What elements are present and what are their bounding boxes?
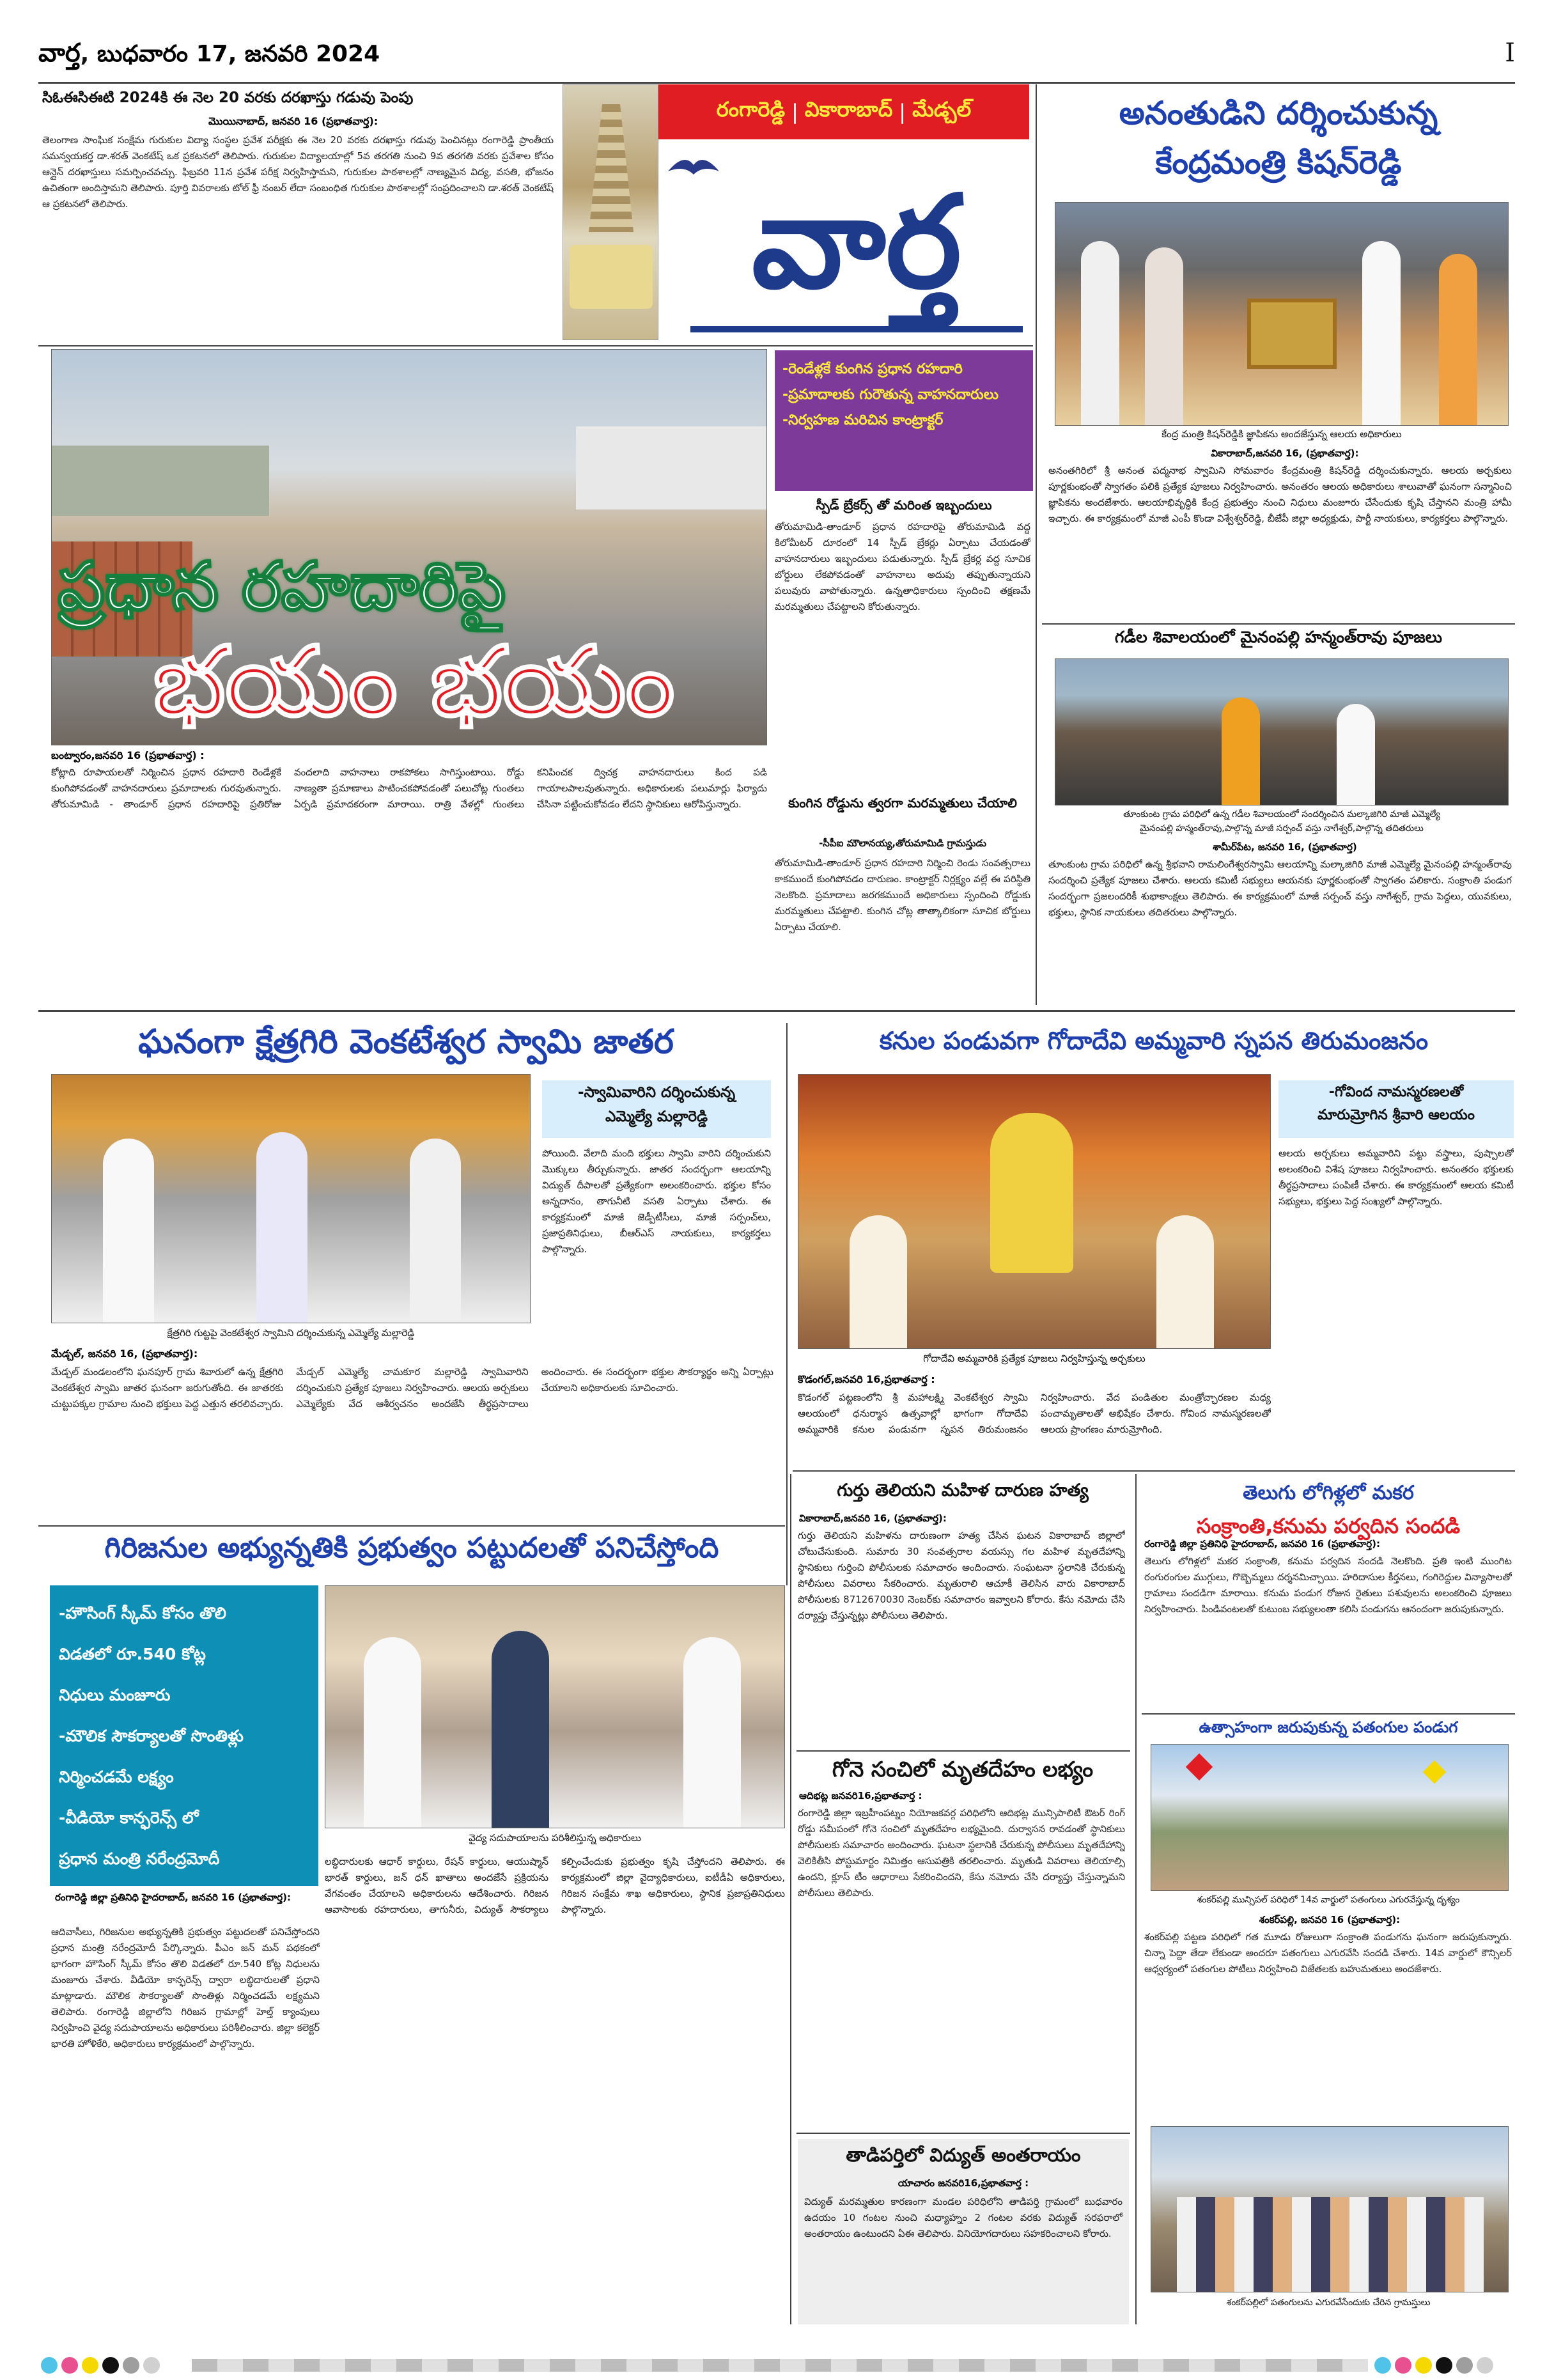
story-body-2: ఆలయ అర్చకులు అమ్మవారిని పట్టు వస్త్రాలు, పుష్పాలతో అలంకరించి విశేష పూజలు నిర్వహించారు. అనంతరం భక్తులకు తీర్థప్రసాదాలు పంపిణీ చేశారు. ఈ కార్యక్రమంలో ఆలయ కమిటీ సభ్యులు, భక్తులు పెద్ద సంఖ్యలో పాల్గొన్నారు. bbox=[1278, 1147, 1514, 1207]
story-body: కొడంగల్ పట్టణంలోని శ్రీ మహాలక్ష్మి వెంకటేశ్వర స్వామి ఆలయంలో ధనుర్మాస ఉత్సవాల్లో భాగంగా గోదాదేవి అమ్మవారికి కనుల పండువగా స్నపన తిరుమంజనం నిర్వహించారు. వేద పండితుల మంత్రోచ్ఛారణల మధ్య పంచామృతాలతో అభిషేకం చేశారు. గోవింద నామస్మరణలతో ఆలయ ప్రాంగణం మారుమ్రోగింది. bbox=[798, 1392, 1271, 1435]
dateline: మేడ్చల్, జనవరి 16, (ప్రభాతవార్త): bbox=[51, 1348, 198, 1360]
story-body-2: తోరుమామిడి-తాండూర్ ప్రధాన రహదారిపై తోరుమామిడి వద్ద కిలోమీటర్ దూరంలో 14 స్పీడ్ బ్రేకర్లు ఏర్పాటు చేయడంతో వాహనదారులు ఇబ్బందులు పడుతున్నారు. స్పీడ్ బ్రేకర్ల వద్ద సూచిక బోర్డులు లేకపోవడంతో వాహనాలు అదుపు తప్పుతున్నాయని పలువురు వాపోతున్నారు. ఉన్నతాధికారులు స్పందించి తక్షణమే మరమ్మతులు చేపట్టాలని కోరుతున్నారు. bbox=[775, 521, 1030, 612]
photo-villagers-kites bbox=[1151, 2126, 1509, 2292]
subhead-box: -స్వామివారిని దర్శించుకున్న ఎమ్మెల్యే మల్లారెడ్డి bbox=[542, 1080, 771, 1138]
story-body: విద్యుత్ మరమ్మతుల కారణంగా మండల పరిధిలోని తాడిపర్తి గ్రామంలో బుధవారం ఉదయం 10 గంటల నుంచి మధ్యాహ్నం 2 గంటల వరకు విద్యుత్ సరఫరాలో అంతరాయం ఉంటుందని ఏఈ తెలిపారు. వినియోగదారులు సహకరించాలని కోరారు. bbox=[804, 2196, 1123, 2239]
subhead-box: -గోవింద నామస్మరణలతో మారుమ్రోగిన శ్రీవారి ఆలయం bbox=[1278, 1080, 1514, 1138]
caption-line1: తూంకుంట గ్రామ పరిధిలో ఉన్న గడీల శివాలయంలో సందర్శించిన మల్కాజిగిరి మాజీ ఎమ్మెల్యే bbox=[1123, 809, 1440, 820]
register-dot bbox=[61, 2357, 78, 2374]
register-dot bbox=[102, 2357, 119, 2374]
subhead-repair: కుంగిన రోడ్డును త్వరగా మరమ్మతులు చేయాలి bbox=[788, 795, 1017, 811]
register-dot bbox=[82, 2357, 98, 2374]
page-date: బుధవారం 17, జనవరి 2024 bbox=[97, 41, 380, 67]
story-body: తెలుగు లోగిళ్లలో మకర సంక్రాంతి, కనుమ పర్వదిన సందడి నెలకొంది. ప్రతి ఇంటి ముంగిట రంగురంగుల ముగ్గులు, గొబ్బెమ్మలు దర్శనమిచ్చాయి. హరిదాసుల కీర్తనలు, గంగిరెద్దుల విన్యాసాలతో గ్రామాలు సందడిగా మారాయి. కనుమ పండుగ రోజున రైతులు పశువులను అలంకరించి పూజలు నిర్వహించారు. పిండివంటలతో కుటుంబ సభ్యులంతా కలిసి పండుగను ఆనందంగా జరుపుకున్నారు. bbox=[1144, 1555, 1512, 1615]
story-body-2: పోయింది. వేలాది మంది భక్తులు స్వామి వారిని దర్శించుకుని మొక్కులు తీర్చుకున్నారు. జాతర సందర్భంగా ఆలయాన్ని విద్యుత్ దీపాలతో ప్రత్యేకంగా అలంకరించారు. భక్తుల కోసం అన్నదానం, తాగునీటి వసతి ఏర్పాటు చేశారు. ఈ కార్యక్రమంలో మాజీ జెడ్పీటీసీలు, మాజీ సర్పంచ్‌లు, ప్రజాప్రతినిధులు, బీఆర్ఎస్ నాయకులు, కార్యకర్తలు పాల్గొన్నారు. bbox=[542, 1147, 771, 1255]
dateline: రంగారెడ్డి జిల్లా ప్రతినిధి హైదరాబాద్, జనవరి 16 (ప్రభాతవార్త): bbox=[55, 1892, 291, 1903]
dateline: కొడంగల్,జనవరి 16,ప్రభాతవార్త : bbox=[798, 1373, 935, 1385]
edition-banner: రంగారెడ్డి | వికారాబాద్ | మేడ్చల్ bbox=[658, 84, 1029, 139]
story-body: తెలంగాణ సాంఘిక సంక్షేమ గురుకుల విద్యా సంస్థల ప్రవేశ పరీక్షకు ఈ నెల 20 వరకు దరఖాస్తు గడువు పెంచినట్లు రంగారెడ్డి ప్రాంతీయ సమన్వయకర్త డా.శరత్ వెంకటేష్ ఒక ప్రకటనలో తెలిపారు. గురుకుల విద్యాలయాల్లో 5వ తరగతి నుంచి 9వ తరగతి వరకు ప్రవేశాల కోసం ఆన్లైన్ దరఖాస్తులు సమర్పించవచ్చు. ఫిబ్రవరి 11న ప్రవేశ పరీక్ష నిర్వహిస్తామని, గురుకుల పాఠశాలల్లో నాణ్యమైన విద్య, వసతి, భోజనం ఉచితంగా అందిస్తామని తెలిపారు. పూర్తి వివరాలకు టోల్ ఫ్రీ నంబర్ లేదా సంబంధిత గురుకుల పాఠశాలల్లో సంప్రదించాలని డా.శరత్ వెంకటేష్ ఆ ప్రకటనలో తెలిపారు. bbox=[42, 134, 554, 210]
tribal-bullets: -హౌసింగ్ స్కీమ్ కోసం తొలి విడతలో రూ.540 కోట్ల నిధులు మంజూరు -మౌలిక సౌకర్యాలతో సొంతిళ్లు నిర్మించడమే లక్ష్యం -వీడియో కాన్ఫరెన్స్ లో ప్రధాన మంత్రి నరేంద్రమోదీ bbox=[50, 1585, 318, 1886]
photo-mynampally bbox=[1055, 658, 1509, 805]
caption-2: శంకర్‌పల్లిలో పతంగులను ఎగురవేసేందుకు చేరిన గ్రామస్తులు bbox=[1226, 2298, 1431, 2308]
headline: తాడిపర్తిలో విద్యుత్ అంతరాయం bbox=[846, 2144, 1081, 2166]
register-dot bbox=[143, 2357, 160, 2374]
story-body-3: తోరుమామిడి-తాండూర్ ప్రధాన రహదారి నిర్మించి రెండు సంవత్సరాలు కాకముందే కుంగిపోవడం దారుణం. కాంట్రాక్టర్ నిర్లక్ష్యం వల్లే ఈ పరిస్థితి నెలకొంది. ప్రమాదాలు జరగకముందే అధికారులు స్పందించి రోడ్డుకు మరమ్మతులు చేపట్టాలి. కుంగిన చోట్ల తాత్కాలికంగా సూచిక బోర్డులు ఏర్పాటు చేయాలి. bbox=[775, 857, 1030, 933]
gray-bar bbox=[192, 2359, 1368, 2372]
dateline: వికారాబాద్,జనవరి 16, (ప్రభాతవార్త): bbox=[1211, 447, 1359, 459]
dateline: బంట్వారం,జనవరి 16 (ప్రభాతవార్త) : bbox=[51, 749, 205, 761]
region-rangareddy: రంగారెడ్డి bbox=[716, 97, 786, 121]
dateline: మొయినాబాద్, జనవరి 16 (ప్రభాతవార్త): bbox=[208, 115, 378, 127]
subhead-speed-breakers: స్పీడ్ బ్రేకర్స్ తో మరింత ఇబ్బందులు bbox=[816, 497, 992, 513]
dateline-2: శంకర్‌పల్లి, జనవరి 16 (ప్రభాతవార్త): bbox=[1259, 1914, 1401, 1925]
caption: శంకర్‌పల్లి మున్సిపల్ పరిధిలో 14వ వార్డులో పతంగులు ఎగురవేస్తున్న దృశ్యం bbox=[1197, 1895, 1460, 1905]
headline-godadevi: కనుల పండువగా గోదాదేవి అమ్మవారి స్నపన తిరుమంజనం bbox=[879, 1027, 1429, 1055]
caption: కేంద్ర మంత్రి కిషన్‌రెడ్డికి జ్ఞాపికను అందజేస్తున్న ఆలయ అధికారులు bbox=[1162, 428, 1402, 440]
story-body: రంగారెడ్డి జిల్లా ఇబ్రహీంపట్నం నియోజకవర్గ పరిధిలోని ఆదిభట్ల మున్సిపాలిటీ ఔటర్ రింగ్ రోడ్డు సమీపంలో గోనె సంచిలో మృతదేహం లభ్యమైంది. దుర్వాసన రావడంతో స్థానికులు పోలీసులకు సమాచారం అందించారు. ఘటనా స్థలానికి చేరుకున్న పోలీసులు మృతదేహాన్ని వెలికితీసి పోస్టుమార్టం నిమిత్తం ఆసుపత్రికి తరలించారు. మృతుడి వివరాలు తెలియాల్సి ఉందని, క్లూస్ టీం ఆధారాలు సేకరించిందని, కేసు నమోదు చేసి దర్యాప్తు చేస్తున్నామని పోలీసులు తెలిపారు. bbox=[798, 1807, 1125, 1899]
headline-mynampally: గడీల శివాలయంలో మైనంపల్లి హన్మంత్‌రావు పూజలు bbox=[1114, 628, 1443, 646]
temple-photo bbox=[563, 84, 658, 340]
headline-kshetragiri: ఘనంగా క్షేత్రగిరి వెంకటేశ్వర స్వామి జాతర bbox=[138, 1023, 674, 1061]
caption: గోదాదేవి అమ్మవారికి ప్రత్యేక పూజలు నిర్వహిస్తున్న అర్చకులు bbox=[923, 1353, 1146, 1364]
photo-health-camp bbox=[325, 1585, 785, 1828]
story-body-2: శంకర్‌పల్లి పట్టణ పరిధిలో గత మూడు రోజులుగా సంక్రాంతి పండుగను ఘనంగా జరుపుకున్నారు. చిన్నా పెద్దా తేడా లేకుండా అందరూ పతంగులు ఎగురవేసి సందడి చేశారు. 14వ వార్డులో కౌన్సిలర్ ఆధ్వర్యంలో పతంగుల పోటీలు నిర్వహించి విజేతలకు బహుమతులు అందజేశారు. bbox=[1144, 1931, 1512, 1975]
dateline: రంగారెడ్డి జిల్లా ప్రతినిధి హైదరాబాద్, జనవరి 16 (ప్రభాతవార్త): bbox=[1144, 1538, 1381, 1550]
headline-kishan-reddy: అనంతుడిని దర్శించుకున్న కేంద్రమంత్రి కిషన్‌రెడ్డి bbox=[1119, 95, 1438, 181]
dateline: యాచారం జనవరి16,ప్రభాతవార్త : bbox=[897, 2177, 1029, 2189]
quote-source: -సీపీఐ మౌలానయ్య,తోరుమామిడి గ్రామస్తుడు bbox=[819, 837, 986, 849]
story-body: మేడ్చల్ మండలంలోని ఘనపూర్ గ్రామ శివారులో ఉన్న క్షేత్రగిరి వెంకటేశ్వర స్వామి జాతర ఘనంగా జరుగుతోంది. ఈ జాతరకు చుట్టుపక్కల గ్రామాల నుంచి భక్తులు పెద్ద ఎత్తున తరలివచ్చారు. మేడ్చల్ ఎమ్మెల్యే చామకూర మల్లారెడ్డి స్వామివారిని దర్శించుకుని ప్రత్యేక పూజలు నిర్వహించారు. ఆలయ అర్చకులు ఎమ్మెల్యేకు వేద ఆశీర్వచనం అందజేసి తీర్థప్రసాదాలు అందించారు. ఈ సందర్భంగా భక్తుల సౌకర్యార్థం అన్ని ఏర్పాట్లు చేయాలని అధికారులకు సూచించారు. bbox=[51, 1366, 773, 1410]
photo-kishan-reddy bbox=[1055, 202, 1509, 426]
dateline: శామీర్‌పేట, జనవరి 16, (ప్రభాతవార్త) bbox=[1213, 841, 1357, 853]
color-register-left bbox=[41, 2356, 164, 2375]
color-register-right bbox=[1374, 2356, 1497, 2375]
register-dot bbox=[41, 2357, 58, 2374]
page-header: వార్త, బుధవారం 17, జనవరి 2024 I bbox=[38, 38, 1515, 68]
region-vikarabad: వికారాబాద్ bbox=[804, 97, 893, 121]
headline-woman-murder: గుర్తు తెలియని మహిళ దారుణ హత్య bbox=[837, 1481, 1089, 1500]
headline-tribal-welfare: గిరిజనుల అభ్యున్నతికి ప్రభుత్వం పట్టుదలతో పనిచేస్తోంది bbox=[104, 1532, 719, 1564]
caption: క్షేత్రగిరి గుట్టపై వెంకటేశ్వర స్వామిని దర్శించుకున్న ఎమ్మెల్యే మల్లారెడ్డి bbox=[167, 1327, 415, 1339]
register-dot bbox=[1456, 2357, 1473, 2374]
dateline: ఆదిభట్ల జనవరి16,ప్రభాతవార్త : bbox=[799, 1790, 922, 1801]
caption-line2: మైనంపల్లి హన్మంత్‌రావు,పాల్గొన్న మాజీ సర్పంచ్ వస్తు నాగేశ్వర్,పాల్గొన్న తదితరులు bbox=[1140, 823, 1424, 834]
headline: సిఓఈసిఈటి 2024కి ఈ నెల 20 వరకు దరఖాస్తు గడువు పెంపు bbox=[42, 89, 414, 106]
region-medchal: మేడ్చల్ bbox=[912, 97, 972, 121]
headline-body-in-sack: గోనె సంచిలో మృతదేహం లభ్యం bbox=[832, 1757, 1094, 1782]
story-body: తూంకుంట గ్రామ పరిధిలో ఉన్న శ్రీభవాని రామలింగేశ్వరస్వామి ఆలయాన్ని మల్కాజిగిరి మాజీ ఎమ్మెల్యే మైనంపల్లి హన్మంత్‌రావు సందర్శించి ప్రత్యేక పూజలు చేశారు. ఆలయ కమిటీ సభ్యులు ఆయనకు పూర్ణకుంభంతో స్వాగతం పలికారు. సంక్రాంతి పండుగ సందర్భంగా ప్రజలందరికీ శుభాకాంక్షలు తెలిపారు. ఈ కార్యక్రమంలో మాజీ సర్పంచ్ వస్తు నాగేశ్వర్, గ్రామ పెద్దలు, యువకులు, భక్తులు, స్థానిక నాయకులు తదితరులు పాల్గొన్నారు. bbox=[1048, 859, 1512, 918]
road-headline-1: ప్రధాన రహదారిపై bbox=[58, 547, 506, 625]
story-body: గుర్తు తెలియని మహిళను దారుణంగా హత్య చేసిన ఘటన వికారాబాద్ జిల్లాలో చోటుచేసుకుంది. సుమారు 30 సంవత్సరాల వయస్సు గల మహిళ మృతదేహాన్ని స్థానికులు గుర్తించి పోలీసులకు సమాచారం అందించారు. సంఘటనా స్థలానికి చేరుకున్న పోలీసులు వివరాలు సేకరించారు. మృతురాలి ఆచూకీ తెలిసిన వారు వికారాబాద్ పోలీసులకు 8712670030 నెంబర్‌కు సమాచారం ఇవ్వాలని కోరారు. కేసు నమోదు చేసి దర్యాప్తు చేస్తున్నట్లు పోలీసులు తెలిపారు. bbox=[798, 1530, 1125, 1621]
photo-kshetragiri bbox=[51, 1074, 531, 1323]
paper-name: వార్త bbox=[38, 38, 81, 68]
story-body-2: లబ్ధిదారులకు ఆధార్ కార్డులు, రేషన్ కార్డులు, ఆయుష్మాన్ భారత్ కార్డులు, జన్ ధన్ ఖాతాలు అందజేసే ప్రక్రియను వేగవంతం చేయాలని అధికారులను ఆదేశించారు. గిరిజన ఆవాసాలకు రహదారులు, తాగునీరు, విద్యుత్ సౌకర్యాలు కల్పించేందుకు ప్రభుత్వం కృషి చేస్తోందని తెలిపారు. ఈ కార్యక్రమంలో జిల్లా వైద్యాధికారులు, ఐటీడీఏ అధికారులు, గిరిజన సంక్షేమ శాఖ అధికారులు, స్థానిక ప్రజాప్రతినిధులు పాల్గొన్నారు. bbox=[325, 1856, 785, 1915]
subhead-kite-festival: ఉత్సాహంగా జరుపుకున్న పతంగుల పండుగ bbox=[1199, 1718, 1458, 1736]
photo-godadevi bbox=[798, 1074, 1271, 1349]
register-dot bbox=[1436, 2357, 1452, 2374]
story-body: ఆదివాసీలు, గిరిజనుల అభ్యున్నతికి ప్రభుత్వం పట్టుదలతో పనిచేస్తోందని ప్రధాన మంత్రి నరేంద్రమోదీ పేర్కొన్నారు. పీఎం జన్ మన్ పథకంలో భాగంగా హౌసింగ్ స్కీమ్ కోసం తొలి విడతలో రూ.540 కోట్ల నిధులను మంజూరు చేశారు. వీడియో కాన్ఫరెన్స్ ద్వారా లబ్ధిదారులతో ప్రధాని మాట్లాడారు. మౌలిక సౌకర్యాలతో సొంతిళ్లు నిర్మించడమే లక్ష్యమని తెలిపారు. రంగారెడ్డి జిల్లాలోని గిరిజన గ్రామాల్లో హెల్త్ క్యాంపులు నిర్వహించి వైద్య సదుపాయాలను అధికారులు పరిశీలించారు. జిల్లా కలెక్టర్ భారతి హోళికేరి, అధికారులు కార్యక్రమంలో పాల్గొన్నారు. bbox=[51, 1926, 320, 2049]
story-cet-deadline bbox=[42, 89, 554, 358]
register-dot bbox=[1477, 2357, 1493, 2374]
story-body: అనంతగిరిలో శ్రీ అనంత పద్మనాభ స్వామిని సోమవారం కేంద్రమంత్రి కిషన్‌రెడ్డి దర్శించుకున్నారు. ఆలయ అర్చకులు పూర్ణకుంభంతో స్వాగతం పలికి ప్రత్యేక పూజలు నిర్వహించారు. అనంతరం ఆలయ అధికారులు శాలువాతో ఘనంగా సన్మానించి జ్ఞాపికను అందజేశారు. ఆలయాభివృద్ధికి కేంద్ర ప్రభుత్వం నుంచి నిధులు మంజూరు చేసేందుకు కృషి చేస్తానని మంత్రి హామీ ఇచ్చారు. ఈ కార్యక్రమంలో మాజీ ఎంపీ కొండా విశ్వేశ్వర్‌రెడ్డి, బీజేపీ జిల్లా అధ్యక్షుడు, పార్టీ నాయకులు, కార్యకర్తలు పాల్గొన్నారు. bbox=[1048, 465, 1512, 524]
photo-kite-festival bbox=[1151, 1744, 1509, 1891]
road-bullets: -రెండేళ్లకే కుంగిన ప్రధాన రహదారి -ప్రమాదాలకు గురౌతున్న వాహనదారులు -నిర్వహణ మరిచిన కాంట్రాక్టర్ bbox=[775, 350, 1033, 491]
road-headline-2: భయం భయం bbox=[153, 626, 675, 738]
story-body: కోట్లాది రూపాయలతో నిర్మించిన ప్రధాన రహదారి రెండేళ్లకే కుంగిపోవడంతో వాహనదారులు ప్రమాదాలకు గురవుతున్నారు. తోరుమామిడి - తాండూర్ ప్రధాన రహదారిపై ప్రతిరోజు వందలాది వాహనాలు రాకపోకలు సాగిస్తుంటాయి. రోడ్డు నాణ్యతా ప్రమాణాలు పాటించకపోవడంతో పలుచోట్ల గుంతలు ఏర్పడి ప్రమాదకరంగా మారాయి. రాత్రి వేళల్లో గుంతలు కనిపించక ద్విచక్ర వాహనదారులు కింద పడి గాయాలపాలవుతున్నారు. అధికారులకు పలుమార్లు ఫిర్యాదు చేసినా పట్టించుకోవడం లేదని స్థానికులు ఆరోపిస్తున్నారు. bbox=[51, 766, 767, 810]
caption: వైద్య సదుపాయాలను పరిశీలిస్తున్న అధికారులు bbox=[469, 1832, 641, 1844]
story-power-outage bbox=[798, 2139, 1129, 2324]
register-dot bbox=[1374, 2357, 1391, 2374]
register-dot bbox=[1395, 2357, 1411, 2374]
dateline: వికారాబాద్,జనవరి 16, (ప్రభాతవార్త): bbox=[799, 1513, 947, 1524]
paper-logo: వార్త bbox=[751, 168, 962, 317]
page-number: I bbox=[1505, 38, 1515, 68]
register-dot bbox=[1415, 2357, 1432, 2374]
headline-sankranti: తెలుగు లోగిళ్లలో మకర సంక్రాంతి,కనుమ పర్వదిన సందడి bbox=[1196, 1482, 1461, 1538]
register-dot bbox=[123, 2357, 139, 2374]
